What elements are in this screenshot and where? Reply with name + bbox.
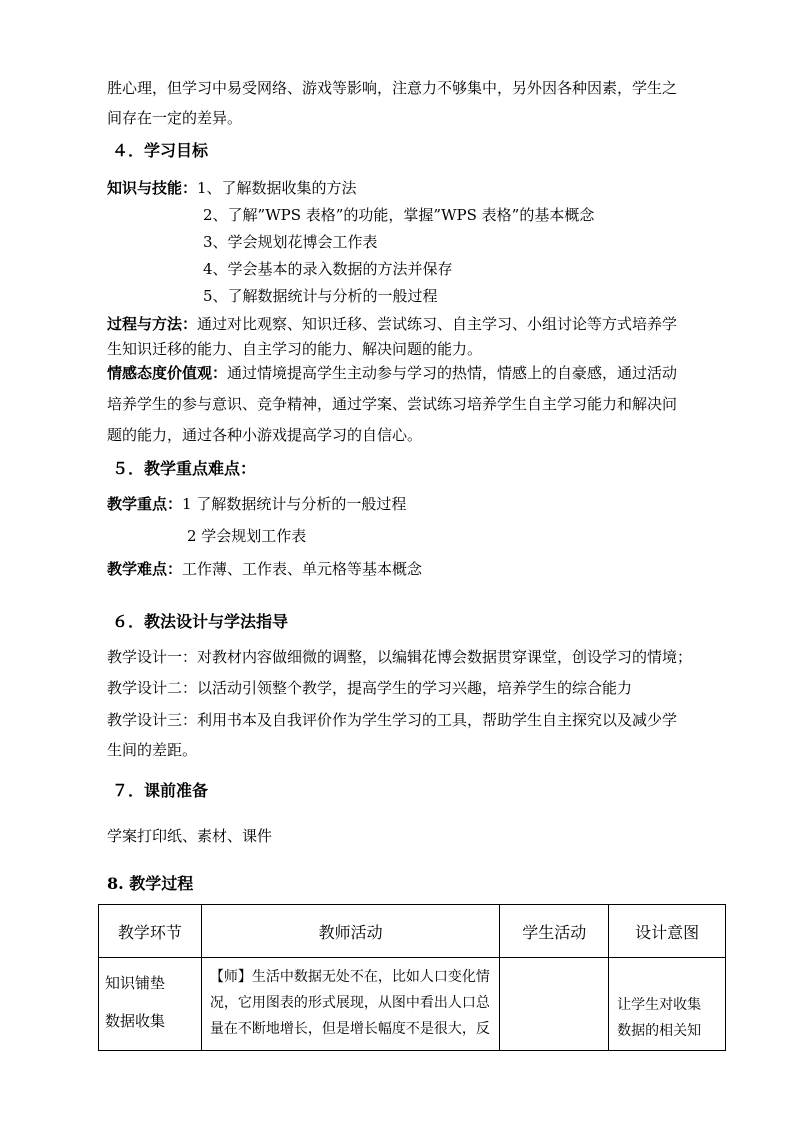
teacher-line-2: 况，它用图表的形式展现，从图中看出人口总 xyxy=(209,995,490,1011)
knowledge-label: 知识与技能： xyxy=(107,179,198,197)
header-student: 学生活动 xyxy=(500,905,609,958)
table-row xyxy=(99,958,726,1051)
knowledge-item-4: 4、学会基本的录入数据的方法并保存 xyxy=(203,260,453,278)
section-7-heading: ７．课前准备 xyxy=(112,781,209,800)
design-3-line-1: 教学设计三：利用书本及自我评价作为学生学习的工具，帮助学生自主探究以及减少学 xyxy=(107,711,678,729)
process-text-1: 通过对比观察、知识迁移、尝试练习、自主学习、小组讨论等方式培养学 xyxy=(197,315,678,333)
process-text-2: 生知识迁移的能力、自主学习的能力、解决问题的能力。 xyxy=(107,340,483,358)
emotion-label: 情感态度价值观： xyxy=(107,364,228,382)
teacher-line-3: 量在不断地增长，但是增长幅度不是很大，反 xyxy=(209,1021,490,1037)
difficult-text: 工作薄、工作表、单元格等基本概念 xyxy=(182,560,423,578)
teacher-line-1: 【师】生活中数据无处不在，比如人口变化情 xyxy=(209,969,490,985)
emotion-row xyxy=(107,363,677,383)
emotion-text-2: 培养学生的参与意识、竞争精神，通过学案、尝试练习培养学生自主学习能力和解决问 xyxy=(107,395,678,413)
section-6-heading: ６．教法设计与学法指导 xyxy=(112,612,289,631)
key-item-1: 1 了解数据统计与分析的一般过程 xyxy=(182,495,407,513)
student-cell xyxy=(500,958,609,1051)
header-intent: 设计意图 xyxy=(609,905,726,958)
header-stage: 教学环节 xyxy=(99,905,202,958)
teaching-process-table xyxy=(98,904,726,1051)
knowledge-item-2: 2、了解”WPS 表格”的功能，掌握”WPS 表格”的基本概念 xyxy=(203,206,595,224)
knowledge-item-5: 5、了解数据统计与分析的一般过程 xyxy=(203,287,438,305)
header-teacher: 教师活动 xyxy=(201,905,500,958)
key-label: 教学重点： xyxy=(107,495,183,513)
intent-line-2: 数据的相关知 xyxy=(617,1023,702,1039)
intro-line-1: 胜心理，但学习中易受网络、游戏等影响，注意力不够集中，另外因各种因素，学生之 xyxy=(107,79,678,97)
stage-line-1: 知识铺垫 xyxy=(105,974,166,992)
process-row xyxy=(107,314,677,334)
emotion-text-1: 通过情境提高学生主动参与学习的热情，情感上的自豪感，通过活动 xyxy=(227,364,678,382)
process-label: 过程与方法： xyxy=(107,315,198,333)
design-1: 教学设计一：对教材内容做细微的调整，以编辑花博会数据贯穿课堂，创设学习的情境； xyxy=(107,648,693,666)
knowledge-item-3: 3、学会规划花博会工作表 xyxy=(203,233,378,251)
knowledge-item-1: 1、了解数据收集的方法 xyxy=(197,179,357,197)
key-row xyxy=(107,494,406,514)
key-item-2: 2 学会规划工作表 xyxy=(187,527,307,545)
stage-line-2: 数据收集 xyxy=(105,1012,166,1030)
emotion-text-3: 题的能力，通过各种小游戏提高学习的自信心。 xyxy=(107,426,423,444)
intro-line-2: 间存在一定的差异。 xyxy=(107,109,243,127)
design-3-line-2: 生间的差距。 xyxy=(107,741,198,759)
table-header-row xyxy=(99,905,726,958)
intent-line-1: 让学生对收集 xyxy=(617,997,702,1013)
prep-text: 学案打印纸、素材、课件 xyxy=(107,827,273,845)
knowledge-row xyxy=(107,178,357,198)
difficult-row xyxy=(107,559,422,579)
design-2: 教学设计二：以活动引领整个教学，提高学生的学习兴趣，培养学生的综合能力 xyxy=(107,679,633,697)
teacher-cell xyxy=(201,958,500,1051)
section-5-heading: ５．教学重点难点： xyxy=(112,459,257,478)
stage-cell xyxy=(99,958,202,1051)
section-8-heading: 8. 教学过程 xyxy=(107,874,194,893)
difficult-label: 教学难点： xyxy=(107,560,183,578)
intent-cell xyxy=(609,958,726,1051)
section-4-heading: ４．学习目标 xyxy=(112,141,209,160)
